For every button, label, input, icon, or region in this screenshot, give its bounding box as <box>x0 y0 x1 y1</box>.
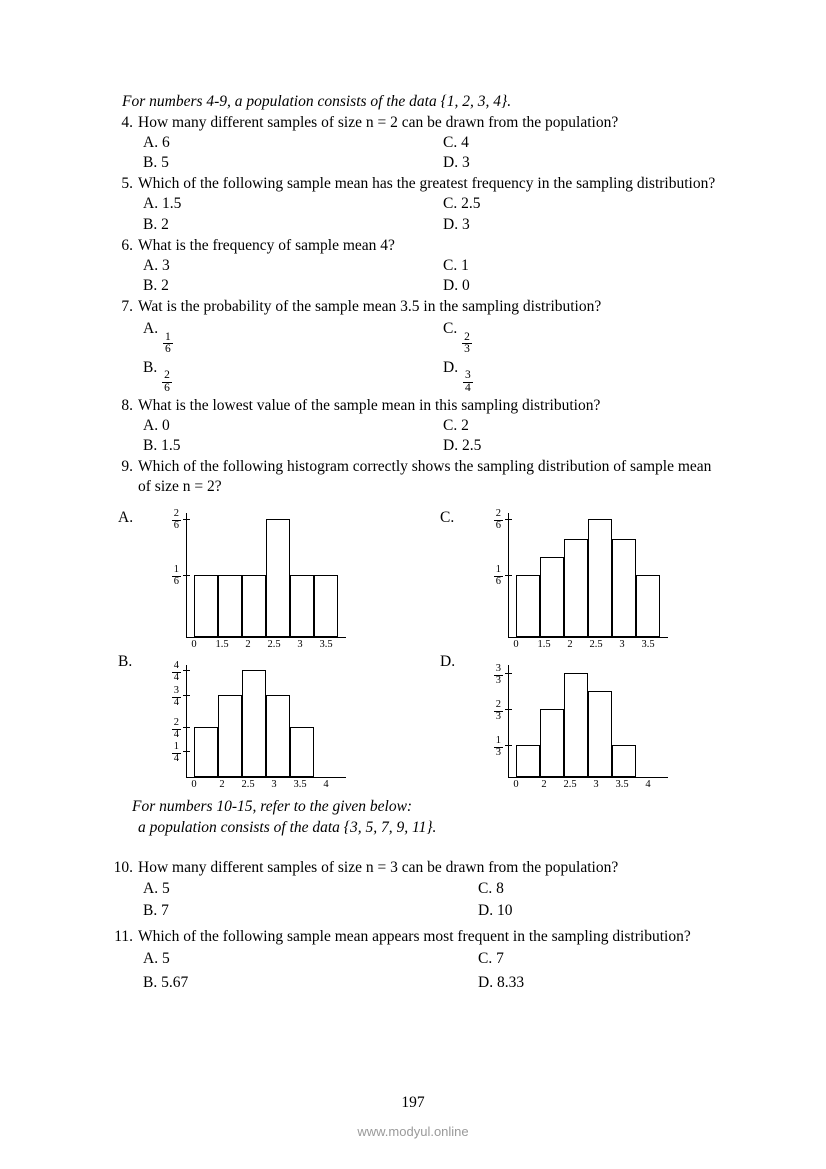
question-number: 8. <box>121 396 133 414</box>
choice-b-label: B. <box>143 358 158 376</box>
fraction <box>172 509 181 531</box>
bar <box>516 575 540 637</box>
fraction-denominator: 3 <box>495 675 501 687</box>
x-tick-label: 3.5 <box>319 639 333 651</box>
question-10 <box>110 858 720 923</box>
fraction <box>463 370 473 394</box>
bar <box>564 673 588 777</box>
choice-d[interactable]: D. 3 <box>443 215 470 233</box>
question-9 <box>110 457 720 497</box>
choice-b[interactable] <box>143 356 443 395</box>
y-tick <box>183 575 190 576</box>
question-text: Wat is the probability of the sample mean 3.5 in the sampling distribution? <box>138 298 602 316</box>
histogram-label-a: A. <box>118 509 134 527</box>
bar <box>242 575 266 637</box>
y-tick-label <box>164 509 182 531</box>
question-7 <box>110 297 720 395</box>
fraction <box>494 700 503 722</box>
choices <box>143 194 720 234</box>
x-tick-label: 2.5 <box>241 779 255 791</box>
question-number: 4. <box>121 113 133 131</box>
x-tick-label: 1.5 <box>215 639 229 651</box>
x-tick-label: 3 <box>271 779 277 791</box>
bar <box>194 727 218 777</box>
fraction-numerator: 1 <box>173 741 179 753</box>
question-text: What is the frequency of sample mean 4? <box>138 236 395 254</box>
y-axis <box>508 665 509 777</box>
choice-b[interactable]: B. 7 <box>143 902 169 920</box>
histogram-label-c: C. <box>440 509 455 527</box>
question-text: Which of the following sample mean has the greatest frequency in the sampling distribution? <box>138 175 716 193</box>
intro-text-1: For numbers 4-9, a population consists of the data {1, 2, 3, 4}. <box>122 93 512 110</box>
fraction <box>172 565 181 587</box>
choice-c[interactable]: C. 7 <box>478 949 504 967</box>
bar <box>612 745 636 777</box>
fraction-numerator: 2 <box>164 369 170 382</box>
x-tick-label: 2 <box>567 639 573 651</box>
fraction <box>172 742 181 764</box>
fraction-denominator: 6 <box>495 576 501 588</box>
question-number: 11. <box>114 927 133 945</box>
question-number: 10. <box>113 858 133 876</box>
choice-d[interactable]: D. 0 <box>443 276 470 294</box>
bar <box>564 539 588 637</box>
fraction-denominator: 3 <box>464 343 470 356</box>
bar <box>290 575 314 637</box>
choice-d[interactable]: D. 10 <box>478 902 513 920</box>
fraction <box>494 664 503 686</box>
page-number: 197 <box>401 1094 425 1111</box>
choice-c-label: C. <box>443 320 458 338</box>
question-text: How many different samples of size n = 3 can be drawn from the population? <box>138 858 619 876</box>
x-tick-label: 2 <box>541 779 547 791</box>
choices-fractions <box>143 317 720 395</box>
choice-c[interactable]: C. 4 <box>443 133 469 151</box>
choice-c[interactable]: C. 1 <box>443 256 469 274</box>
y-tick <box>183 751 190 752</box>
fraction-denominator: 6 <box>495 520 501 532</box>
histogram-label-d: D. <box>440 653 456 671</box>
x-tick-label: 3 <box>297 639 303 651</box>
fraction-denominator: 6 <box>164 343 171 356</box>
choice-c[interactable]: C. 2.5 <box>443 195 481 213</box>
bar <box>516 745 540 777</box>
fraction <box>494 736 503 758</box>
y-tick <box>505 709 512 710</box>
histogram-label-b: B. <box>118 653 133 671</box>
y-tick-label <box>164 742 182 764</box>
fraction <box>172 686 181 708</box>
choice-b[interactable]: B. 5 <box>143 154 169 172</box>
watermark: www.modyul.online <box>357 1124 469 1139</box>
bar <box>612 539 636 637</box>
fraction-numerator: 1 <box>495 564 501 576</box>
fraction-numerator: 1 <box>495 735 501 747</box>
intro-text-2-line1: For numbers 10-15, refer to the given below: <box>132 798 413 816</box>
bar <box>588 691 612 777</box>
fraction <box>172 718 181 740</box>
y-tick-label <box>486 736 504 758</box>
x-axis <box>508 637 668 638</box>
x-tick-label: 2.5 <box>563 779 577 791</box>
fraction-numerator: 4 <box>173 660 179 672</box>
fraction-numerator: 1 <box>164 330 171 343</box>
y-tick <box>183 519 190 520</box>
x-tick-label: 0 <box>513 779 519 791</box>
question-6 <box>110 236 720 296</box>
x-tick-label: 0 <box>191 639 197 651</box>
fraction-numerator: 2 <box>495 508 501 520</box>
choice-b[interactable]: B. 5.67 <box>143 973 189 991</box>
page-content <box>110 92 720 995</box>
question-4 <box>110 113 720 173</box>
choice-a[interactable] <box>143 317 443 356</box>
choice-a[interactable]: A. 0 <box>143 416 170 434</box>
y-tick-label <box>164 661 182 683</box>
y-axis <box>186 665 187 777</box>
y-tick <box>505 745 512 746</box>
choice-d-label: D. <box>443 358 459 376</box>
y-tick <box>183 670 190 671</box>
choice-d[interactable]: D. 2.5 <box>443 437 482 455</box>
bar <box>194 575 218 637</box>
bar <box>242 670 266 777</box>
fraction-numerator: 2 <box>173 508 179 520</box>
x-tick-label: 0 <box>513 639 519 651</box>
y-tick <box>505 575 512 576</box>
fraction-denominator: 6 <box>164 382 170 395</box>
question-text: Which of the following histogram correctly shows the sampling distribution of sample mean of size n = 2? <box>138 458 712 496</box>
x-tick-label: 4 <box>323 779 329 791</box>
question-text: Which of the following sample mean appears most frequent in the sampling distribution? <box>138 927 691 945</box>
fraction <box>172 661 181 683</box>
question-number: 5. <box>121 175 133 193</box>
x-axis <box>186 637 346 638</box>
question-11 <box>110 927 720 995</box>
fraction-numerator: 2 <box>173 717 179 729</box>
x-tick-label: 3.5 <box>641 639 655 651</box>
choices <box>143 256 720 296</box>
choice-a[interactable]: A. 3 <box>143 256 170 274</box>
x-axis <box>508 777 668 778</box>
choices <box>143 416 720 456</box>
fraction-denominator: 6 <box>173 520 179 532</box>
y-tick-label <box>486 509 504 531</box>
bar <box>218 575 242 637</box>
y-tick-label <box>486 700 504 722</box>
question-5 <box>110 174 720 234</box>
fraction-numerator: 3 <box>464 369 471 382</box>
choice-b[interactable]: B. 2 <box>143 276 169 294</box>
fraction <box>462 332 472 356</box>
choice-d[interactable]: D. 8.33 <box>478 973 525 991</box>
chart-b <box>173 660 346 791</box>
fraction-numerator: 3 <box>495 663 501 675</box>
fraction-numerator: 2 <box>464 330 470 343</box>
bar <box>290 727 314 777</box>
y-tick-label <box>164 565 182 587</box>
fraction-numerator: 2 <box>495 699 501 711</box>
x-tick-label: 3.5 <box>293 779 307 791</box>
choice-c[interactable]: C. 2 <box>443 416 469 434</box>
fraction <box>494 565 503 587</box>
chart-a <box>173 508 346 651</box>
choice-a[interactable]: A. 5 <box>143 879 170 897</box>
question-text: How many different samples of size n = 2 can be drawn from the population? <box>138 113 619 131</box>
question-8 <box>110 396 720 456</box>
fraction <box>163 332 173 356</box>
choice-c[interactable] <box>443 317 720 356</box>
histogram-choices <box>110 503 720 793</box>
intro-text-2 <box>132 797 720 837</box>
x-tick-label: 4 <box>645 779 651 791</box>
fraction-denominator: 4 <box>173 697 179 709</box>
x-tick-label: 1.5 <box>537 639 551 651</box>
x-tick-label: 2 <box>245 639 251 651</box>
choice-d[interactable] <box>443 356 720 395</box>
choice-c[interactable]: C. 8 <box>478 879 504 897</box>
x-tick-label: 0 <box>191 779 197 791</box>
choice-a[interactable]: A. 1.5 <box>143 195 182 213</box>
y-tick <box>183 727 190 728</box>
choice-b[interactable]: B. 2 <box>143 215 169 233</box>
x-tick-label: 2.5 <box>267 639 281 651</box>
y-tick-label <box>486 565 504 587</box>
fraction <box>494 509 503 531</box>
choice-a[interactable]: A. 5 <box>143 949 170 967</box>
bar <box>314 575 338 637</box>
fraction-denominator: 4 <box>464 382 471 395</box>
bar <box>588 519 612 637</box>
x-tick-label: 3 <box>619 639 625 651</box>
y-tick <box>505 673 512 674</box>
fraction-denominator: 3 <box>495 711 501 723</box>
y-tick-label <box>486 664 504 686</box>
fraction-denominator: 3 <box>495 747 501 759</box>
choice-a-label: A. <box>143 320 159 338</box>
bar <box>636 575 660 637</box>
x-tick-label: 2 <box>219 779 225 791</box>
bar <box>266 695 290 777</box>
y-tick-label <box>164 718 182 740</box>
y-tick <box>183 695 190 696</box>
choices <box>143 878 720 923</box>
question-number: 7. <box>121 298 133 316</box>
y-tick-label <box>164 686 182 708</box>
x-tick-label: 3 <box>593 779 599 791</box>
choices <box>143 947 720 995</box>
fraction-denominator: 6 <box>173 576 179 588</box>
choice-a[interactable]: A. 6 <box>143 133 170 151</box>
x-tick-label: 2.5 <box>589 639 603 651</box>
x-tick-label: 3.5 <box>615 779 629 791</box>
fraction <box>162 370 172 394</box>
question-text: What is the lowest value of the sample mean in this sampling distribution? <box>138 396 601 414</box>
bar <box>540 709 564 777</box>
x-axis <box>186 777 346 778</box>
fraction-numerator: 1 <box>173 564 179 576</box>
intro-text-2-line2: a population consists of the data {3, 5, 7, 9, 11}. <box>138 818 437 836</box>
chart-d <box>495 663 668 791</box>
chart-c <box>495 508 668 651</box>
bar <box>266 519 290 637</box>
fraction-denominator: 4 <box>173 672 179 684</box>
choice-b[interactable]: B. 1.5 <box>143 437 181 455</box>
question-number: 6. <box>121 236 133 254</box>
fraction-numerator: 3 <box>173 685 179 697</box>
question-number: 9. <box>121 458 133 476</box>
y-tick <box>505 519 512 520</box>
choices <box>143 133 720 173</box>
bar <box>540 557 564 637</box>
bar <box>218 695 242 777</box>
fraction-denominator: 4 <box>173 753 179 765</box>
choice-d[interactable]: D. 3 <box>443 154 470 172</box>
fraction-denominator: 4 <box>173 729 179 741</box>
